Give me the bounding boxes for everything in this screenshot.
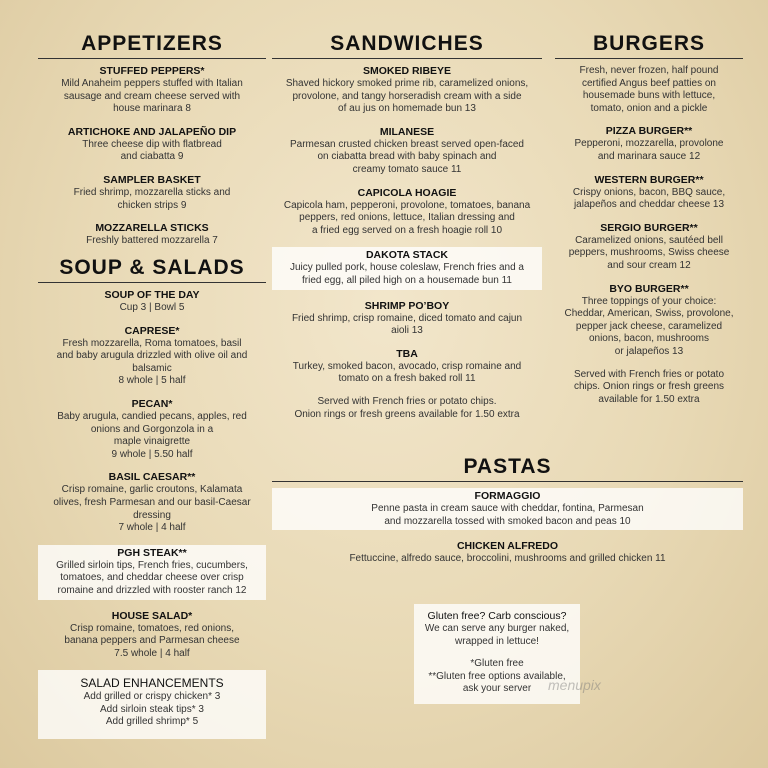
pastas-heading: PASTAS [463,455,552,478]
item-title: CAPRESE* [124,324,180,337]
item-desc: Cup 3 | Bowl 5 [119,302,185,313]
item-title: ARTICHOKE AND JALAPEÑO DIP [67,125,237,138]
pastas-section [272,455,743,576]
menu-item [38,325,266,388]
menu-item [555,222,743,273]
item-desc: Baby arugula, candied pecans, apples, red onions and Gorgonzola in a maple vinaigrette 9 whole | 5.50 half [57,410,247,460]
item-title: CHICKEN ALFREDO [456,540,559,553]
item-title: SAMPLER BASKET [103,173,201,186]
item-desc: Shaved hickory smoked prime rib, caramelized onions, provolone, and tangy horseradish cream with a side of au jus on homemade bun 13 [285,78,529,115]
menu-item [38,610,266,661]
item-title: WESTERN BURGER** [594,173,704,186]
item-desc: Crisp romaine, garlic croutons, Kalamata olives, fresh Parmesan and our basil-Caesar dressing 7 whole | 4 half [53,484,251,534]
item-title: SOUP OF THE DAY [104,289,200,301]
gluten-title: Gluten free? Carb conscious? [427,610,567,622]
menu-item [38,174,266,212]
item-title: BYO BURGER** [609,282,689,295]
menu-item [555,283,743,359]
item-title: STUFFED PEPPERS* [99,65,205,77]
salad-enhancements-box [38,670,266,739]
item-desc: Fresh mozzarella, Roma tomatoes, basil and baby arugula drizzled with olive oil and balsamic 8 whole | 5 half [56,337,248,387]
menu-item-highlighted [272,247,542,289]
item-desc: Three toppings of your choice: Cheddar, American, Swiss, provolone, pepper jack cheese, caramelized onions, bacon, mushrooms or jalapeños 13 [564,295,734,357]
item-title: DAKOTA STACK [365,249,449,262]
pastas-rule [272,481,743,482]
item-desc: Crisp romaine, tomatoes, red onions, banana peppers and Parmesan cheese 7.5 whole | 4 half [64,622,240,659]
item-desc: Capicola ham, pepperoni, provolone, tomatoes, banana peppers, red onions, lettuce, Italian dressing and a fried egg served on a fresh hoagie roll 10 [283,199,531,236]
menu-item [38,222,266,248]
burgers-intro: Fresh, never frozen, half pound certified Angus beef patties on housemade buns with lettuce, tomato, onion and a pickle [579,65,719,114]
item-title: BASIL CAESAR** [108,471,196,484]
burgers-section [555,32,743,406]
menu-item [38,398,266,461]
sandwiches-heading: SANDWICHES [330,32,484,55]
item-desc: Turkey, smoked bacon, avocado, crisp romaine and tomato on a fresh baked roll 11 [292,360,522,385]
menu-item [38,471,266,534]
menu-item [555,125,743,163]
item-title: SHRIMP PO’BOY [364,299,450,312]
item-title: MILANESE [379,125,435,138]
watermark-logo: menupix [548,677,601,693]
item-desc: Fettuccine, alfredo sauce, broccolini, mushrooms and grilled chicken 11 [349,553,666,565]
menu-item [272,348,542,386]
item-title: FORMAGGIO [474,490,541,502]
gluten-legend: *Gluten free **Gluten free options available, ask your server [428,658,566,695]
item-desc: Caramelized onions, sautéed bell peppers, mushrooms, Swiss cheese and sour cream 12 [568,234,730,271]
item-desc: Three cheese dip with flatbread and ciabatta 9 [82,138,222,163]
item-desc: Parmesan crusted chicken breast served open-faced on ciabatta bread with baby spinach and creamy tomato sauce 11 [289,138,524,175]
sandwiches-sides-note: Served with French fries or potato chips. Onion rings or fresh greens available for 1.50 extra [294,395,520,420]
item-title: MOZZARELLA STICKS [95,222,209,235]
item-title: SERGIO BURGER** [600,221,698,234]
item-title: PECAN* [131,397,173,410]
sandwiches-rule [272,58,542,59]
soup-salads-rule [38,282,266,283]
item-desc: Fried shrimp, crisp romaine, diced tomato and cajun aioli 13 [291,312,523,337]
item-desc: Mild Anaheim peppers stuffed with Italian sausage and cream cheese served with house marinara 8 [61,78,243,115]
item-desc: Penne pasta in cream sauce with cheddar, fontina, Parmesan and mozzarella tossed with smoked bacon and peas 10 [371,503,644,527]
appetizers-section [38,32,266,258]
burgers-rule [555,58,743,59]
appetizers-rule [38,58,266,59]
menu-item [38,126,266,164]
sandwiches-section [272,32,542,421]
item-desc: Juicy pulled pork, house coleslaw, French fries and a fried egg, all piled high on a housemade bun 11 [289,262,524,286]
item-title: TBA [396,347,418,360]
enhancements-title: SALAD ENHANCEMENTS [80,676,224,691]
menu-item-highlighted [272,488,743,530]
menu-item [272,126,542,177]
soup-salads-heading: SOUP & SALADS [59,256,245,279]
menu-item [272,65,542,116]
burgers-sides-note: Served with French fries or potato chips. Onion rings or fresh greens available for 1.50 extra [573,368,725,405]
item-desc: Crispy onions, bacon, BBQ sauce, jalapeños and cheddar cheese 13 [572,186,726,211]
menu-item [555,174,743,212]
item-title: HOUSE SALAD* [111,609,193,622]
menu-item [38,65,266,116]
menu-item-highlighted [38,545,266,600]
soup-salads-section [38,256,266,739]
appetizers-heading: APPETIZERS [81,32,223,55]
item-title: PIZZA BURGER** [605,125,693,138]
burgers-heading: BURGERS [592,32,705,55]
item-desc: Fried shrimp, mozzarella sticks and chicken strips 9 [73,186,231,211]
item-title: PGH STEAK** [117,546,187,559]
item-title: CAPICOLA HOAGIE [357,186,457,199]
item-title: SMOKED RIBEYE [362,65,452,77]
item-desc: Pepperoni, mozzarella, provolone and marinara sauce 12 [574,138,724,162]
enhancements-desc: Add grilled or crispy chicken* 3 Add sirloin steak tips* 3 Add grilled shrimp* 5 [83,691,221,728]
item-desc: Freshly battered mozzarella 7 [86,235,218,247]
menu-item [38,289,266,315]
item-desc: Grilled sirloin tips, French fries, cucumbers, tomatoes, and cheddar cheese over crisp romaine and drizzled with rooster ranch 12 [56,559,248,596]
menu-item [272,540,743,566]
gluten-desc: We can serve any burger naked, wrapped in lettuce! [424,623,570,647]
menu-item [272,187,542,238]
menu-item [272,300,542,338]
